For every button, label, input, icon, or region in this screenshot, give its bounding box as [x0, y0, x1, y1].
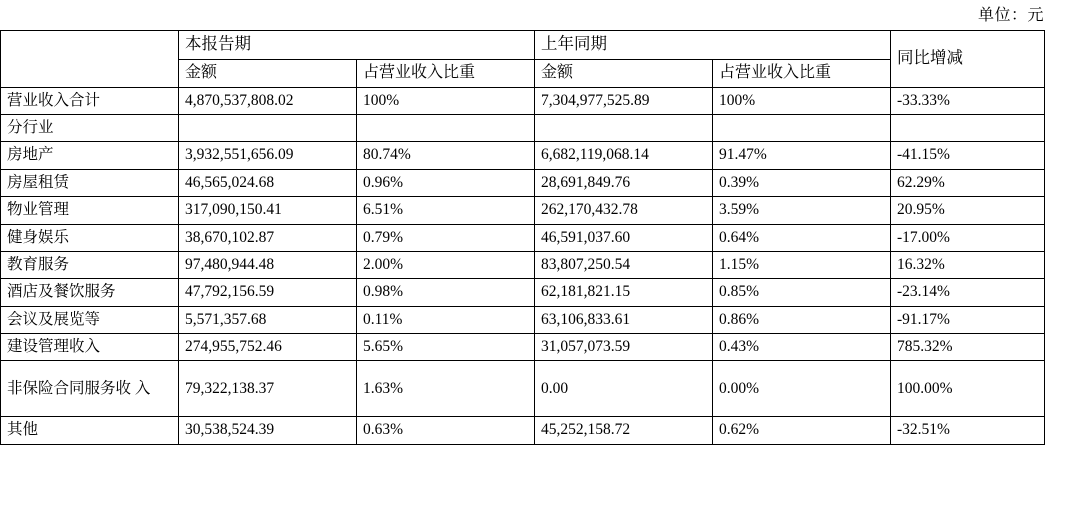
- header-prior-ratio: 占营业收入比重: [713, 59, 891, 87]
- cell-current-ratio: 0.11%: [357, 306, 535, 333]
- cell-current-amount: [179, 115, 357, 142]
- table-head: [1, 31, 1045, 88]
- cell-current-amount: 46,565,024.68: [179, 169, 357, 196]
- cell-yoy-change: 20.95%: [891, 197, 1045, 224]
- cell-prior-amount: 83,807,250.54: [535, 251, 713, 278]
- cell-prior-ratio: [713, 115, 891, 142]
- row-label: 会议及展览等: [1, 306, 179, 333]
- table-section-row: [1, 115, 1045, 142]
- revenue-breakdown-table: [0, 30, 1045, 445]
- cell-current-amount: 47,792,156.59: [179, 279, 357, 306]
- header-group-current-period: 本报告期: [179, 31, 535, 60]
- table-row: [1, 306, 1045, 333]
- cell-current-ratio: 5.65%: [357, 334, 535, 361]
- row-label: 营业收入合计: [1, 87, 179, 114]
- cell-prior-ratio: 100%: [713, 87, 891, 114]
- cell-current-amount: 30,538,524.39: [179, 417, 357, 444]
- cell-yoy-change: [891, 115, 1045, 142]
- row-label: 物业管理: [1, 197, 179, 224]
- row-label: 健身娱乐: [1, 224, 179, 251]
- cell-yoy-change: -41.15%: [891, 142, 1045, 169]
- cell-prior-amount: 31,057,073.59: [535, 334, 713, 361]
- cell-prior-ratio: 0.86%: [713, 306, 891, 333]
- cell-current-ratio: 0.79%: [357, 224, 535, 251]
- cell-yoy-change: -91.17%: [891, 306, 1045, 333]
- cell-prior-amount: 0.00: [535, 361, 713, 417]
- cell-prior-amount: 45,252,158.72: [535, 417, 713, 444]
- table-row: [1, 197, 1045, 224]
- cell-prior-amount: 262,170,432.78: [535, 197, 713, 224]
- header-group-prior-period: 上年同期: [535, 31, 891, 60]
- cell-current-amount: 274,955,752.46: [179, 334, 357, 361]
- table-row: [1, 224, 1045, 251]
- row-label: 教育服务: [1, 251, 179, 278]
- row-label: 房屋租赁: [1, 169, 179, 196]
- cell-prior-amount: 28,691,849.76: [535, 169, 713, 196]
- table-row: [1, 417, 1045, 444]
- row-label: 非保险合同服务收 入: [1, 361, 179, 417]
- table-row: [1, 334, 1045, 361]
- cell-yoy-change: -32.51%: [891, 417, 1045, 444]
- table-header-row-groups: [1, 31, 1045, 60]
- row-label: 其他: [1, 417, 179, 444]
- table-row: [1, 87, 1045, 114]
- table-body: [1, 87, 1045, 444]
- cell-current-ratio: 0.98%: [357, 279, 535, 306]
- cell-prior-ratio: 0.85%: [713, 279, 891, 306]
- cell-current-amount: 3,932,551,656.09: [179, 142, 357, 169]
- unit-note: 单位：元: [977, 7, 1044, 24]
- row-label: 酒店及餐饮服务: [1, 279, 179, 306]
- cell-yoy-change: -33.33%: [891, 87, 1045, 114]
- table-row: [1, 142, 1045, 169]
- cell-current-amount: 38,670,102.87: [179, 224, 357, 251]
- table-row: [1, 361, 1045, 417]
- cell-yoy-change: -17.00%: [891, 224, 1045, 251]
- row-label: 分行业: [1, 115, 179, 142]
- cell-prior-ratio: 3.59%: [713, 197, 891, 224]
- cell-current-amount: 97,480,944.48: [179, 251, 357, 278]
- header-corner-cell: [1, 31, 179, 88]
- cell-prior-ratio: 0.39%: [713, 169, 891, 196]
- cell-prior-amount: [535, 115, 713, 142]
- cell-current-ratio: 0.63%: [357, 417, 535, 444]
- cell-yoy-change: 100.00%: [891, 361, 1045, 417]
- cell-current-ratio: 100%: [357, 87, 535, 114]
- cell-current-ratio: 80.74%: [357, 142, 535, 169]
- cell-prior-amount: 46,591,037.60: [535, 224, 713, 251]
- header-current-ratio: 占营业收入比重: [357, 59, 535, 87]
- cell-current-amount: 4,870,537,808.02: [179, 87, 357, 114]
- cell-current-ratio: 6.51%: [357, 197, 535, 224]
- cell-current-amount: 5,571,357.68: [179, 306, 357, 333]
- cell-prior-amount: 62,181,821.15: [535, 279, 713, 306]
- cell-yoy-change: 785.32%: [891, 334, 1045, 361]
- header-yoy-change: 同比增减: [891, 31, 1045, 88]
- header-current-amount: 金额: [179, 59, 357, 87]
- row-label: 建设管理收入: [1, 334, 179, 361]
- cell-prior-ratio: 1.15%: [713, 251, 891, 278]
- cell-current-amount: 79,322,138.37: [179, 361, 357, 417]
- cell-current-amount: 317,090,150.41: [179, 197, 357, 224]
- cell-yoy-change: 16.32%: [891, 251, 1045, 278]
- cell-yoy-change: 62.29%: [891, 169, 1045, 196]
- cell-current-ratio: 2.00%: [357, 251, 535, 278]
- cell-prior-ratio: 0.64%: [713, 224, 891, 251]
- cell-prior-ratio: 0.62%: [713, 417, 891, 444]
- cell-prior-ratio: 91.47%: [713, 142, 891, 169]
- cell-current-ratio: [357, 115, 535, 142]
- cell-current-ratio: 0.96%: [357, 169, 535, 196]
- cell-prior-amount: 63,106,833.61: [535, 306, 713, 333]
- cell-prior-amount: 7,304,977,525.89: [535, 87, 713, 114]
- cell-prior-ratio: 0.43%: [713, 334, 891, 361]
- table-row: [1, 251, 1045, 278]
- table-row: [1, 279, 1045, 306]
- header-prior-amount: 金额: [535, 59, 713, 87]
- cell-prior-ratio: 0.00%: [713, 361, 891, 417]
- cell-yoy-change: -23.14%: [891, 279, 1045, 306]
- table-row: [1, 169, 1045, 196]
- cell-current-ratio: 1.63%: [357, 361, 535, 417]
- row-label: 房地产: [1, 142, 179, 169]
- cell-prior-amount: 6,682,119,068.14: [535, 142, 713, 169]
